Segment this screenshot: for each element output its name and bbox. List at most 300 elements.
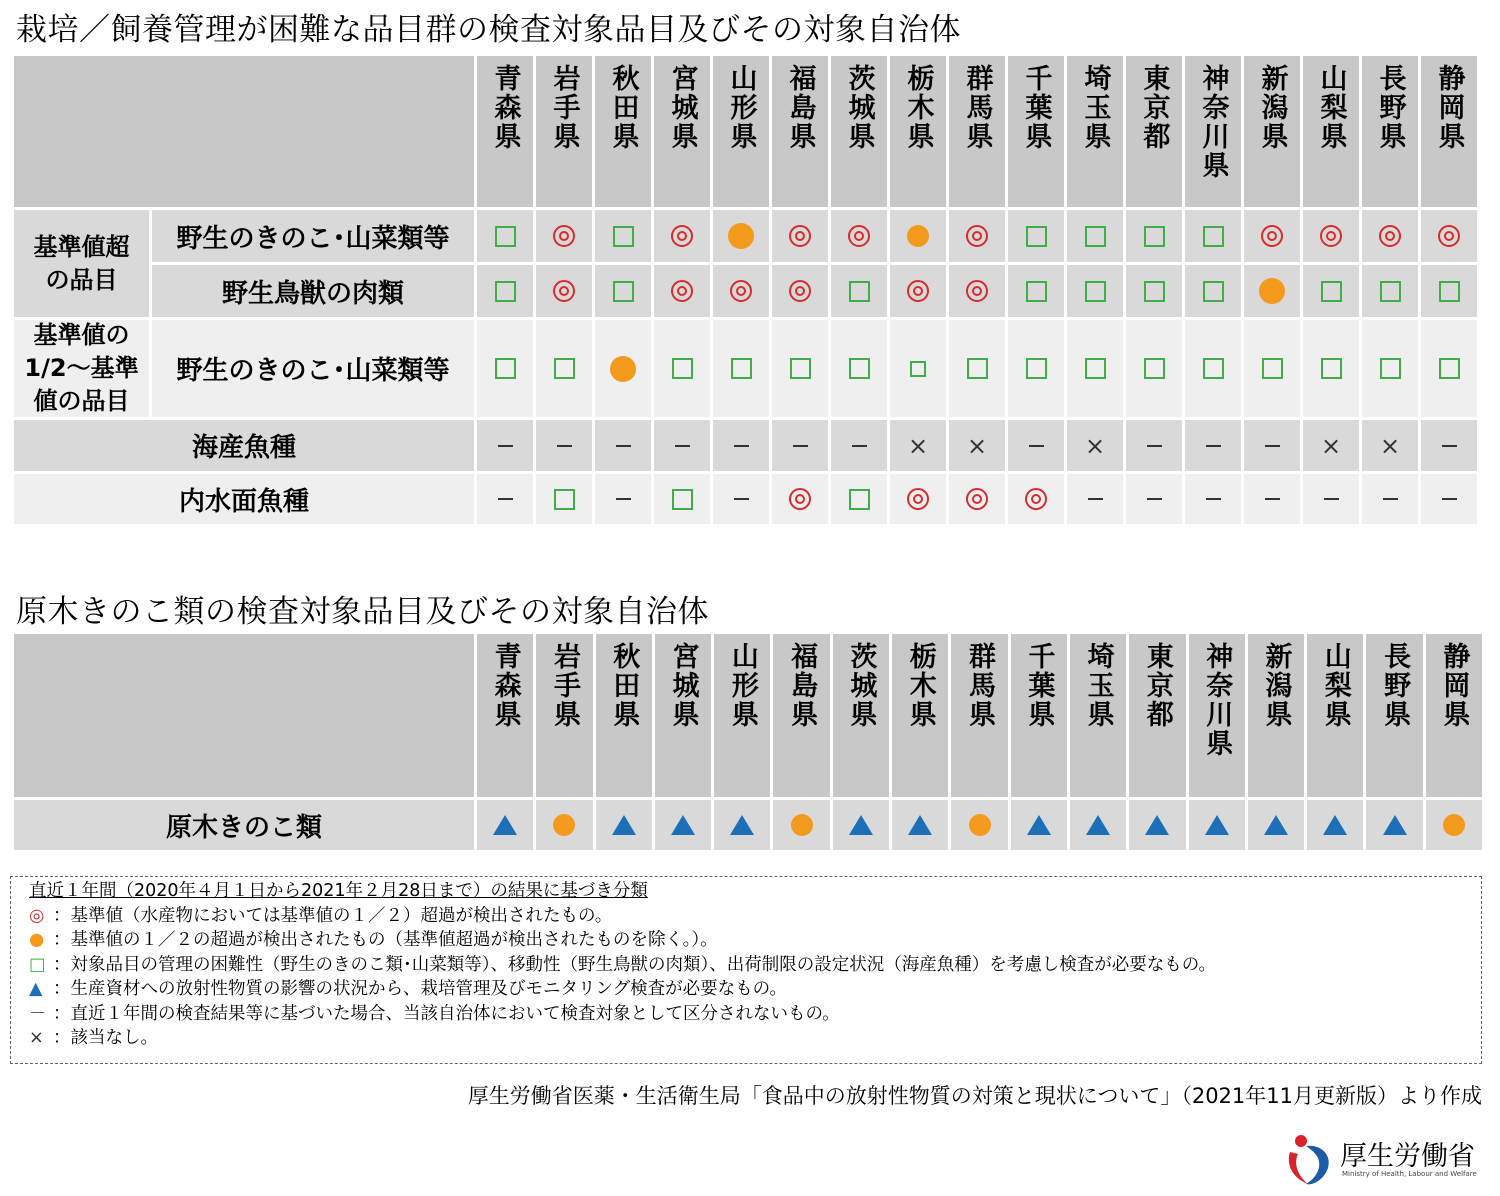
double-circle-icon: [553, 280, 575, 302]
double-circle-icon: [907, 280, 929, 302]
mark-cell: [1067, 265, 1123, 317]
blue-triangle-icon: [1145, 815, 1169, 835]
header-prefecture: [1303, 56, 1359, 207]
orange-dot-icon: [969, 814, 991, 836]
mark-cell: [772, 320, 828, 417]
legend-item: [29, 928, 1463, 953]
prefecture-name: 山梨県: [1315, 64, 1347, 151]
prefecture-name: 岩手県: [548, 64, 580, 151]
double-circle-icon: [553, 225, 575, 247]
mark-cell: [1185, 420, 1241, 471]
header-prefecture: [536, 634, 592, 797]
green-square-icon: [1203, 226, 1224, 247]
dash-icon: [793, 445, 808, 447]
legend-item-text: ：生産資材への放射性物質の影響の状況から、栽培管理及びモニタリング検査が必要なもの。: [53, 979, 787, 999]
header-prefecture: [1244, 56, 1300, 207]
green-square-icon: □: [29, 954, 46, 975]
green-square-icon: [790, 358, 811, 379]
double-circle-icon: [671, 280, 693, 302]
mark-cell: [1008, 265, 1064, 317]
blue-triangle-icon: [671, 815, 695, 835]
header-prefecture: [1129, 634, 1185, 797]
mark-cell: [1362, 420, 1418, 471]
row-label-text: 野生のきのこ･山菜類等: [176, 356, 450, 386]
header-prefecture: [477, 634, 533, 797]
mark-cell: [1303, 320, 1359, 417]
prefecture-name: 新潟県: [1256, 64, 1288, 151]
prefecture-name: 静岡県: [1438, 642, 1470, 729]
green-square-icon: [1203, 358, 1224, 379]
mark-cell: [949, 210, 1005, 262]
green-square-icon: [849, 358, 870, 379]
cross-icon: ×: [1084, 431, 1106, 460]
prefecture-name: 静岡県: [1433, 64, 1465, 151]
double-circle-icon: [671, 225, 693, 247]
mark-cell: [772, 210, 828, 262]
header-blank: [14, 56, 474, 207]
mark-cell: [536, 265, 592, 317]
blue-triangle-icon: ▲: [29, 979, 43, 999]
green-square-icon: [554, 489, 575, 510]
blue-triangle-icon: [612, 815, 636, 835]
green-square-icon: [967, 358, 988, 379]
cross-icon: ×: [907, 431, 929, 460]
green-square-icon: [1262, 358, 1283, 379]
mark-cell: [1067, 474, 1123, 524]
header-prefecture: [1426, 634, 1482, 797]
mark-cell: [654, 420, 710, 471]
blue-triangle-icon: [849, 815, 873, 835]
mark-cell: [595, 320, 651, 417]
cross-icon: ×: [1379, 431, 1401, 460]
mark-cell: [1362, 265, 1418, 317]
mark-cell: [713, 210, 769, 262]
row-label-text: 内水面魚種: [178, 486, 309, 517]
legend-item: [29, 1026, 1463, 1051]
mark-cell: [773, 800, 829, 850]
prefecture-name: 埼玉県: [1082, 642, 1114, 729]
prefecture-name: 福島県: [786, 642, 818, 729]
mark-cell: [1126, 474, 1182, 524]
mark-cell: [949, 474, 1005, 524]
header-prefecture: [654, 56, 710, 207]
mark-cell: [1362, 474, 1418, 524]
row-label: [14, 800, 474, 850]
blue-triangle-icon: [493, 815, 517, 835]
double-circle-icon: [1261, 225, 1283, 247]
mark-cell: [831, 474, 887, 524]
mark-cell: [595, 265, 651, 317]
cross-icon: ×: [1320, 431, 1342, 460]
legend-item: [29, 904, 1463, 929]
dash-icon: [1265, 498, 1280, 500]
double-circle-icon: [907, 488, 929, 510]
mark-cell: [655, 800, 711, 850]
header-prefecture: [655, 634, 711, 797]
orange-dot-icon: [728, 223, 754, 249]
orange-dot-icon: [553, 814, 575, 836]
green-square-icon: [495, 358, 516, 379]
mark-cell: [1303, 474, 1359, 524]
header-prefecture: [477, 56, 533, 207]
prefecture-name: 神奈川県: [1197, 64, 1229, 180]
blue-triangle-icon: [1264, 815, 1288, 835]
mark-cell: [1303, 420, 1359, 471]
header-prefecture: [536, 56, 592, 207]
mark-cell: [536, 474, 592, 524]
dash-icon: [852, 445, 867, 447]
mark-cell: [1244, 210, 1300, 262]
mark-cell: [477, 420, 533, 471]
mark-cell: [1126, 320, 1182, 417]
header-prefecture: [1366, 634, 1422, 797]
green-square-icon: [1203, 281, 1224, 302]
mark-cell: [772, 265, 828, 317]
dash-icon: [557, 445, 572, 447]
mark-cell: [949, 420, 1005, 471]
mark-cell: [1421, 474, 1477, 524]
mark-cell: [949, 265, 1005, 317]
mark-cell: [1070, 800, 1126, 850]
legend-item: [29, 977, 1463, 1002]
prefecture-name: 群馬県: [964, 642, 996, 729]
dash-icon: [1265, 445, 1280, 447]
blue-triangle-icon: [908, 815, 932, 835]
green-square-icon: [554, 358, 575, 379]
dash-icon: [1383, 498, 1398, 500]
dash-icon: [1206, 498, 1221, 500]
green-square-icon: [672, 358, 693, 379]
green-square-icon: [849, 281, 870, 302]
green-square-icon: [1144, 226, 1165, 247]
prefecture-name: 埼玉県: [1079, 64, 1111, 151]
double-circle-icon: [966, 225, 988, 247]
orange-dot-icon: [907, 225, 929, 247]
green-square-icon: [1144, 281, 1165, 302]
prefecture-name: 東京都: [1138, 64, 1170, 151]
mark-cell: [890, 265, 946, 317]
source-note: 厚生労働省医薬・生活衛生局「食品中の放射性物質の対策と現状について」（2021年11月更新版）より作成: [467, 1084, 1482, 1108]
header-prefecture: [595, 56, 651, 207]
mark-cell: [477, 210, 533, 262]
green-square-icon: [672, 489, 693, 510]
header-blank: [14, 634, 474, 797]
blue-triangle-icon: [1086, 815, 1110, 835]
mark-cell: [1126, 265, 1182, 317]
mark-cell: [536, 320, 592, 417]
mark-cell: [1244, 474, 1300, 524]
header-prefecture: [1126, 56, 1182, 207]
prefecture-name: 栃木県: [904, 642, 936, 729]
green-square-icon: [1144, 358, 1165, 379]
double-circle-icon: [1379, 225, 1401, 247]
group-label-text: 基準値超の品目: [33, 232, 130, 294]
mark-cell: [595, 474, 651, 524]
row-label: [152, 265, 474, 317]
mark-cell: [1248, 800, 1304, 850]
legend-item-text: ：基準値（水産物においては基準値の１／２）超過が検出されたもの。: [53, 905, 613, 926]
green-square-icon: [613, 226, 634, 247]
mark-cell: [713, 420, 769, 471]
dash-icon: [1324, 498, 1339, 500]
mark-cell: [1008, 420, 1064, 471]
mark-cell: [713, 474, 769, 524]
header-prefecture: [773, 634, 829, 797]
row-label: [152, 210, 474, 262]
mark-cell: [477, 800, 533, 850]
header-prefecture: [1070, 634, 1126, 797]
mark-cell: [477, 320, 533, 417]
row-label-text: 野生のきのこ･山菜類等: [176, 223, 450, 254]
title-logwood-mushrooms: 原木きのこ類の検査対象品目及びその対象自治体: [16, 594, 709, 630]
prefecture-name: 山梨県: [1319, 642, 1351, 729]
blue-triangle-icon: [1027, 815, 1051, 835]
header-prefecture: [596, 634, 652, 797]
header-prefecture: [1307, 634, 1363, 797]
header-prefecture: [949, 56, 1005, 207]
double-circle-icon: [789, 280, 811, 302]
mark-cell: [1366, 800, 1422, 850]
prefecture-name: 千葉県: [1023, 642, 1055, 729]
double-circle-icon: [789, 488, 811, 510]
mark-cell: [1421, 210, 1477, 262]
mark-cell: [1244, 320, 1300, 417]
green-square-icon: [1380, 281, 1401, 302]
group-label: [14, 320, 149, 417]
prefecture-name: 秋田県: [608, 642, 640, 729]
dash-icon: [1442, 445, 1457, 447]
mark-cell: [1189, 800, 1245, 850]
mark-cell: [1008, 474, 1064, 524]
header-prefecture: [890, 56, 946, 207]
mark-cell: [890, 474, 946, 524]
table-cultivation-items: [14, 56, 1475, 524]
mark-cell: [951, 800, 1007, 850]
prefecture-name: 長野県: [1374, 64, 1406, 151]
row-label: [14, 420, 474, 471]
title-cultivation-items: 栽培／飼養管理が困難な品目群の検査対象品目及びその対象自治体: [16, 12, 961, 48]
prefecture-name: 宮城県: [666, 64, 698, 151]
mark-cell: [831, 265, 887, 317]
green-square-icon: [910, 361, 926, 377]
row-label-text: 海産魚種: [191, 433, 296, 463]
green-square-icon: [1380, 358, 1401, 379]
mark-cell: [1421, 320, 1477, 417]
mark-cell: [654, 320, 710, 417]
prefecture-name: 山形県: [725, 64, 757, 151]
prefecture-name: 新潟県: [1260, 642, 1292, 729]
prefecture-name: 東京都: [1141, 642, 1173, 729]
group-label: [14, 210, 149, 317]
legend-heading: 直近１年間（2020年４月１日から2021年２月28日まで）の結果に基づき分類: [29, 881, 648, 901]
header-prefecture: [713, 56, 769, 207]
prefecture-name: 山形県: [726, 642, 758, 729]
dash-icon: [616, 445, 631, 447]
mark-cell: [1185, 265, 1241, 317]
header-prefecture: [1189, 634, 1245, 797]
legend-items: [29, 904, 1463, 1051]
row-label-text: 原木きのこ類: [165, 812, 322, 843]
row-label: [152, 320, 474, 417]
legend-item-text: ：対象品目の管理の困難性（野生のきのこ類･山菜類等）、移動性（野生鳥獣の肉類）、出荷制限の設定状況（海産魚種）を考慮し検査が必要なもの。: [53, 954, 1217, 975]
mark-cell: [1303, 265, 1359, 317]
mark-cell: [890, 320, 946, 417]
mark-cell: [1011, 800, 1067, 850]
row-label-text: 野生鳥獣の肉類: [221, 278, 404, 309]
mark-cell: [477, 474, 533, 524]
mark-cell: [713, 265, 769, 317]
group-label-text: 基準値の1/2～基準値の品目: [24, 321, 139, 415]
dash-icon: [498, 498, 513, 500]
double-circle-icon: [789, 225, 811, 247]
mark-cell: [1067, 320, 1123, 417]
green-square-icon: [1026, 358, 1047, 379]
double-circle-icon: [1438, 225, 1460, 247]
dash-icon: [1206, 445, 1221, 447]
double-circle-icon: ◎: [29, 905, 45, 926]
prefecture-name: 長野県: [1379, 642, 1411, 729]
green-square-icon: [1026, 226, 1047, 247]
mark-cell: [536, 210, 592, 262]
orange-dot-icon: [1443, 814, 1465, 836]
mark-cell: [1067, 420, 1123, 471]
dash-icon: [1147, 445, 1162, 447]
double-circle-icon: [848, 225, 870, 247]
legend-item: [29, 953, 1463, 978]
prefecture-name: 青森県: [489, 64, 521, 151]
green-square-icon: [731, 358, 752, 379]
mark-cell: [1185, 210, 1241, 262]
mark-cell: [831, 320, 887, 417]
dash-icon: [1029, 445, 1044, 447]
cross-icon: ×: [29, 1028, 44, 1048]
mark-cell: [892, 800, 948, 850]
header-prefecture: [892, 634, 948, 797]
mark-cell: [1421, 420, 1477, 471]
mark-cell: [772, 474, 828, 524]
blue-triangle-icon: [1383, 815, 1407, 835]
mark-cell: [654, 210, 710, 262]
green-square-icon: [1439, 358, 1460, 379]
green-square-icon: [1026, 281, 1047, 302]
prefecture-name: 福島県: [784, 64, 816, 151]
mark-cell: [713, 320, 769, 417]
mark-cell: [654, 474, 710, 524]
mark-cell: [833, 800, 889, 850]
dash-icon: [616, 498, 631, 500]
blue-triangle-icon: [730, 815, 754, 835]
orange-dot-icon: [1259, 278, 1285, 304]
mark-cell: [477, 265, 533, 317]
header-prefecture: [1185, 56, 1241, 207]
green-square-icon: [613, 281, 634, 302]
blue-triangle-icon: [1205, 815, 1229, 835]
dash-icon: [734, 445, 749, 447]
prefecture-name: 青森県: [489, 642, 521, 729]
mark-cell: [1244, 420, 1300, 471]
double-circle-icon: [1320, 225, 1342, 247]
mark-cell: [1008, 210, 1064, 262]
header-prefecture: [1008, 56, 1064, 207]
double-circle-icon: [1025, 488, 1047, 510]
header-prefecture: [1421, 56, 1477, 207]
mark-cell: [1307, 800, 1363, 850]
mark-cell: [654, 265, 710, 317]
dash-icon: [675, 445, 690, 447]
green-square-icon: [1321, 281, 1342, 302]
mark-cell: [890, 420, 946, 471]
mark-cell: [1126, 210, 1182, 262]
prefecture-name: 栃木県: [902, 64, 934, 151]
mark-cell: [1008, 320, 1064, 417]
dash-icon: [1442, 498, 1457, 500]
green-square-icon: [1439, 281, 1460, 302]
row-label: [14, 474, 474, 524]
mhlw-logo: [1284, 1128, 1484, 1190]
header-prefecture: [772, 56, 828, 207]
legend-box: [10, 876, 1482, 1064]
prefecture-name: 秋田県: [607, 64, 639, 151]
double-circle-icon: [966, 488, 988, 510]
mark-cell: [595, 210, 651, 262]
mark-cell: [1129, 800, 1185, 850]
mark-cell: [1185, 320, 1241, 417]
header-prefecture: [714, 634, 770, 797]
mark-cell: [831, 420, 887, 471]
dash-icon: [734, 498, 749, 500]
header-prefecture: [1248, 634, 1304, 797]
mark-cell: [890, 210, 946, 262]
logo-text: 厚生労働省: [1340, 1141, 1475, 1172]
orange-dot-icon: [610, 356, 636, 382]
prefecture-name: 神奈川県: [1201, 642, 1233, 758]
green-square-icon: [849, 489, 870, 510]
double-circle-icon: [730, 280, 752, 302]
header-prefecture: [1067, 56, 1123, 207]
dash-icon: [498, 445, 513, 447]
dash-icon: [1088, 498, 1103, 500]
mark-cell: [536, 800, 592, 850]
prefecture-name: 岩手県: [548, 642, 580, 729]
dash-icon: [1147, 498, 1162, 500]
mark-cell: [1362, 320, 1418, 417]
prefecture-name: 宮城県: [667, 642, 699, 729]
logo-subtext: Ministry of Health, Labour and Welfare: [1342, 1170, 1477, 1178]
mark-cell: [831, 210, 887, 262]
mark-cell: [1126, 420, 1182, 471]
mark-cell: [772, 420, 828, 471]
mark-cell: [596, 800, 652, 850]
orange-dot-icon: ●: [29, 930, 45, 950]
header-prefecture: [833, 634, 889, 797]
header-prefecture: [1362, 56, 1418, 207]
header-prefecture: [951, 634, 1007, 797]
green-square-icon: [495, 281, 516, 302]
orange-dot-icon: [791, 814, 813, 836]
green-square-icon: [1085, 281, 1106, 302]
mark-cell: [1426, 800, 1482, 850]
mark-cell: [1362, 210, 1418, 262]
mark-cell: [595, 420, 651, 471]
prefecture-name: 茨城県: [845, 642, 877, 729]
dash-icon: －: [29, 1003, 47, 1024]
header-prefecture: [831, 56, 887, 207]
header-prefecture: [1011, 634, 1067, 797]
cross-icon: ×: [966, 431, 988, 460]
double-circle-icon: [966, 280, 988, 302]
prefecture-name: 茨城県: [843, 64, 875, 151]
mark-cell: [1185, 474, 1241, 524]
